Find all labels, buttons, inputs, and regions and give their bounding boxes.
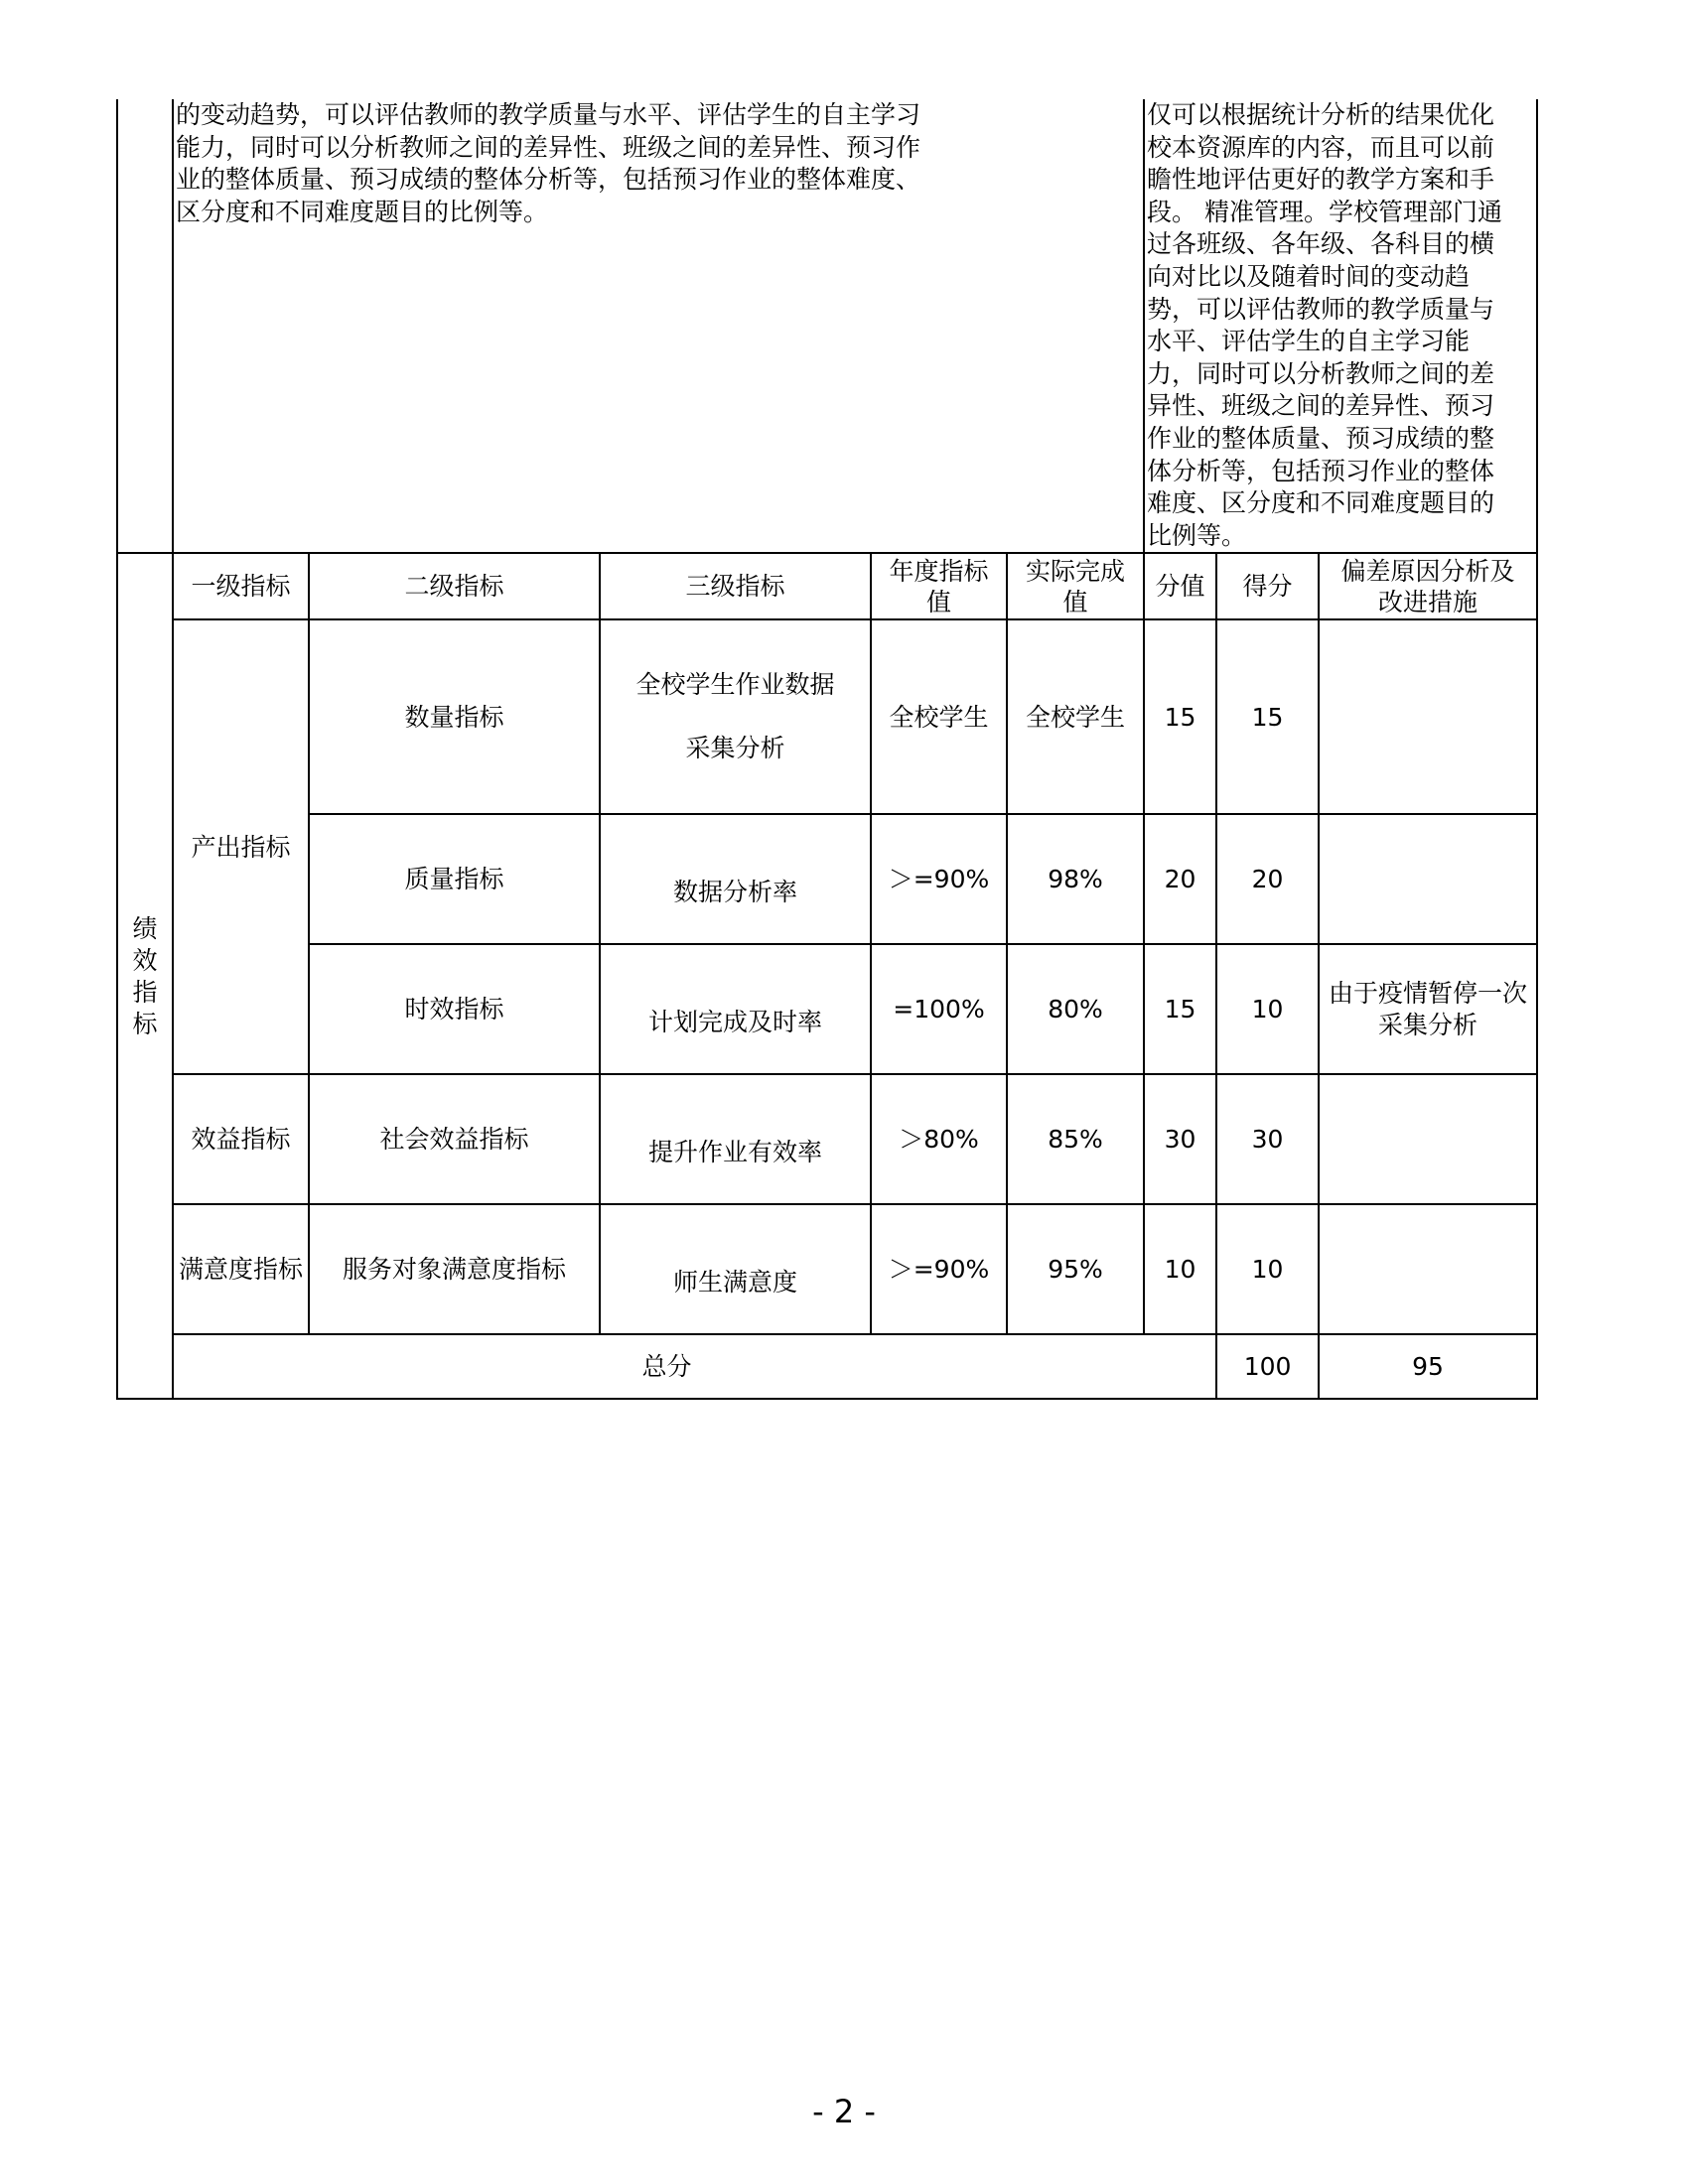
row-target: ＞80% <box>871 1074 1007 1204</box>
goals-right-text: 仅可以根据统计分析的结果优化校本资源库的内容，而且可以前瞻性地评估更好的教学方案和手段。 精准管理。学校管理部门通过各班级、各年级、各科目的横向对比以及随着时间的变动趋势，可以评估教师的教学质量与水平、评估学生的自主学习能力，同时可以分析教师之间的差异性、班级之间的差异性、预习作业的整体质量、预习成绩的整体分析等，包括预习作业的整体难度、区分度和不同难度题目的比例等。 <box>1144 99 1537 553</box>
group-satisfaction: 满意度指标 <box>173 1204 309 1334</box>
total-row <box>117 1334 1537 1399</box>
row-note-text: 由于疫情暂停一次采集分析 <box>1329 978 1528 1039</box>
row-level2: 质量指标 <box>309 814 600 944</box>
total-value: 100 <box>1216 1334 1319 1399</box>
row-score: 20 <box>1216 814 1319 944</box>
section-label-text: 绩效指标 <box>132 914 158 1039</box>
row-note <box>1319 1204 1537 1334</box>
row-note <box>1319 1074 1537 1204</box>
page-number: - 2 - <box>812 2093 876 2130</box>
row-score: 30 <box>1216 1074 1319 1204</box>
row-score: 10 <box>1216 944 1319 1074</box>
row-actual: 85% <box>1007 1074 1144 1204</box>
group-output: 产出指标 <box>173 619 309 1074</box>
row-note <box>1319 814 1537 944</box>
header-level1: 一级指标 <box>173 553 309 619</box>
row-level3-text: 全校学生作业数据采集分析 <box>635 670 835 763</box>
table-row <box>117 619 1537 814</box>
goals-label-cell <box>117 99 173 553</box>
goals-row <box>117 99 1537 553</box>
row-note <box>1319 619 1537 814</box>
row-target: ＞=90% <box>871 1204 1007 1334</box>
row-actual: 98% <box>1007 814 1144 944</box>
table-row <box>117 814 1537 944</box>
row-target: ＞=90% <box>871 814 1007 944</box>
row-level2: 服务对象满意度指标 <box>309 1204 600 1334</box>
total-score: 95 <box>1319 1334 1537 1399</box>
row-note <box>1319 944 1537 1074</box>
row-actual: 全校学生 <box>1007 619 1144 814</box>
row-target: =100% <box>871 944 1007 1074</box>
header-deviation-text: 偏差原因分析及改进措施 <box>1340 556 1515 616</box>
table-row <box>117 1204 1537 1334</box>
row-value: 15 <box>1144 619 1216 814</box>
row-level3 <box>600 619 871 814</box>
table-row <box>117 1074 1537 1204</box>
row-level3: 计划完成及时率 <box>600 944 871 1074</box>
row-actual: 95% <box>1007 1204 1144 1334</box>
header-level2: 二级指标 <box>309 553 600 619</box>
row-level3: 数据分析率 <box>600 814 871 944</box>
header-actual-text: 实际完成值 <box>1026 556 1126 616</box>
header-score-value: 分值 <box>1144 553 1216 619</box>
header-annual-target <box>871 553 1007 619</box>
row-score: 10 <box>1216 1204 1319 1334</box>
performance-table <box>116 99 1538 1400</box>
row-level2: 社会效益指标 <box>309 1074 600 1204</box>
row-score: 15 <box>1216 619 1319 814</box>
row-value: 30 <box>1144 1074 1216 1204</box>
section-label <box>117 553 173 1399</box>
row-level2: 数量指标 <box>309 619 600 814</box>
row-level2: 时效指标 <box>309 944 600 1074</box>
total-label: 总分 <box>145 1334 1189 1399</box>
row-level3: 师生满意度 <box>600 1204 871 1334</box>
header-level3: 三级指标 <box>600 553 871 619</box>
table-row <box>117 944 1537 1074</box>
row-value: 10 <box>1144 1204 1216 1334</box>
row-value: 20 <box>1144 814 1216 944</box>
goals-left-text: 的变动趋势，可以评估教师的教学质量与水平、评估学生的自主学习能力，同时可以分析教师之间的差异性、班级之间的差异性、预习作业的整体质量、预习成绩的整体分析等，包括预习作业的整体难度、区分度和不同难度题目的比例等。 <box>173 99 1144 553</box>
header-row <box>117 553 1537 619</box>
header-score: 得分 <box>1216 553 1319 619</box>
row-level3: 提升作业有效率 <box>600 1074 871 1204</box>
group-benefit: 效益指标 <box>173 1074 309 1204</box>
row-actual: 80% <box>1007 944 1144 1074</box>
header-actual <box>1007 553 1144 619</box>
row-target: 全校学生 <box>871 619 1007 814</box>
row-value: 15 <box>1144 944 1216 1074</box>
header-annual-target-text: 年度指标值 <box>889 556 989 616</box>
header-deviation <box>1319 553 1537 619</box>
